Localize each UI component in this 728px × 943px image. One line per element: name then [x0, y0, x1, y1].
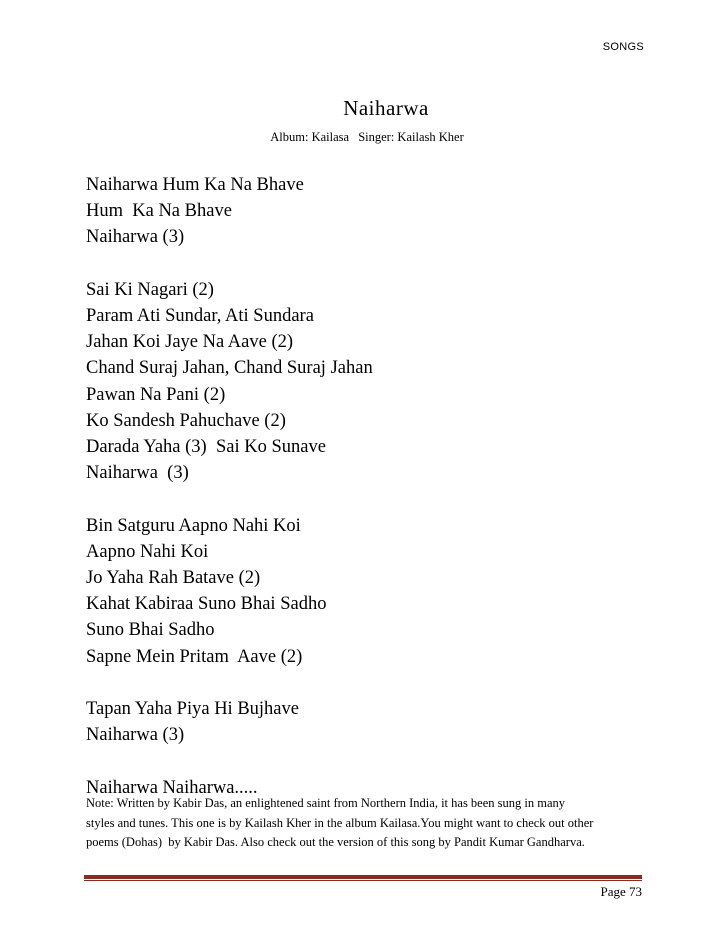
- lyric-line: Pawan Na Pani (2): [86, 384, 226, 405]
- lyric-line: Bin Satguru Aapno Nahi Koi: [86, 515, 301, 536]
- lyric-line: Sapne Mein Pritam Aave (2): [86, 646, 303, 667]
- stanza: [86, 172, 646, 251]
- lyric-line: Naiharwa (3): [86, 725, 185, 746]
- lyric-line: Sai Ki Nagari (2): [86, 279, 214, 300]
- footer-rule-thin: [84, 880, 642, 881]
- lyric-line: Tapan Yaha Piya Hi Bujhave: [86, 699, 299, 720]
- stanza: [86, 277, 646, 487]
- lyric-line: Jahan Koi Jaye Na Aave (2): [86, 332, 294, 353]
- lyric-line: Param Ati Sundar, Ati Sundara: [86, 306, 314, 326]
- lyric-line: Aapno Nahi Koi: [86, 541, 209, 562]
- song-title: Naiharwa: [343, 96, 429, 120]
- note-line: styles and tunes. This one is by Kailash Kher in the album Kailasa.You might want to check out other: [86, 815, 594, 830]
- lyric-line: Jo Yaha Rah Batave (2): [86, 568, 261, 589]
- song-subtitle: [0, 130, 728, 145]
- song-note: [86, 794, 646, 853]
- lyric-line: Naiharwa (3): [86, 463, 189, 484]
- note-line: poems (Dohas) by Kabir Das. Also check out the version of this song by Pandit Kumar Gandharva.: [86, 835, 585, 849]
- lyric-line: Hum Ka Na Bhave: [86, 201, 232, 222]
- note-line: Note: Written by Kabir Das, an enlightened saint from Northern India, it has been sung in many: [86, 796, 566, 810]
- lyrics-body: [86, 172, 646, 801]
- stanza: [86, 696, 646, 748]
- lyric-line: Naiharwa Hum Ka Na Bhave: [86, 175, 304, 195]
- lyric-line: Ko Sandesh Pahuchave (2): [86, 410, 286, 431]
- lyric-line: Suno Bhai Sadho: [86, 620, 215, 641]
- lyric-line: Naiharwa Naiharwa.....: [86, 777, 258, 798]
- album-label: Album: Kailasa: [270, 130, 350, 144]
- lyric-line: Kahat Kabiraa Suno Bhai Sadho: [86, 594, 327, 615]
- lyric-line: Chand Suraj Jahan, Chand Suraj Jahan: [86, 358, 373, 379]
- singer-label: Singer: Kailash Kher: [358, 130, 464, 144]
- running-header: SONGS: [602, 41, 644, 53]
- stanza: [86, 513, 646, 670]
- lyric-line: Darada Yaha (3) Sai Ko Sunave: [86, 437, 326, 458]
- lyric-line: Naiharwa (3): [86, 227, 185, 248]
- footer-rule: [84, 875, 642, 879]
- page-number: Page 73: [600, 884, 642, 899]
